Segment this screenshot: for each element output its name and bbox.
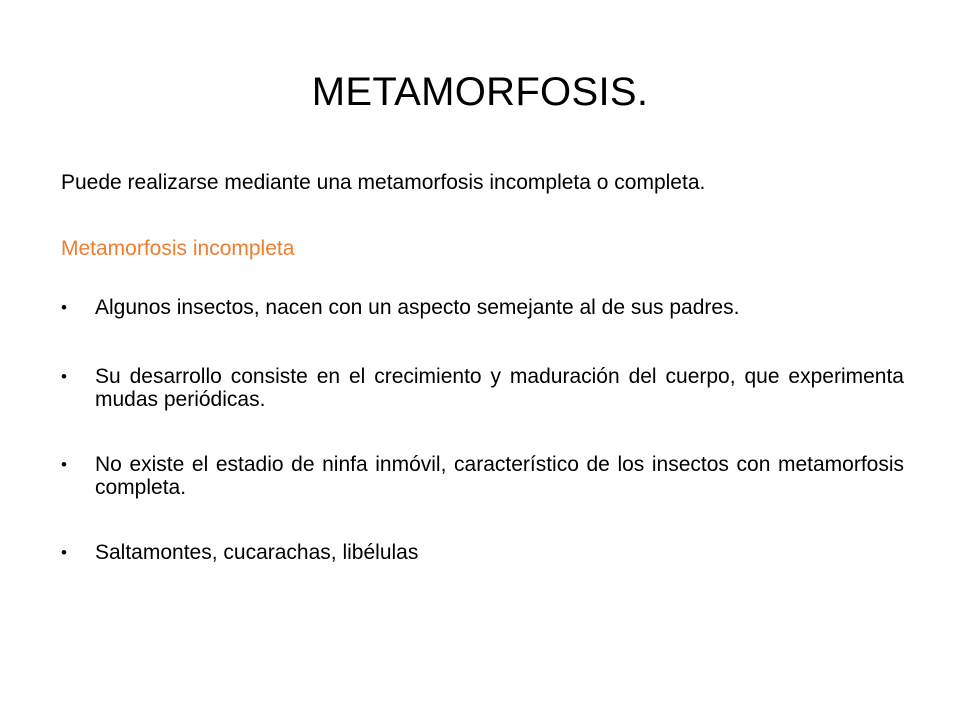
bullet-icon: • bbox=[61, 298, 67, 317]
bullet-item bbox=[61, 453, 904, 499]
bullet-item bbox=[61, 365, 904, 411]
intro-paragraph: Puede realizarse mediante una metamorfosis incompleta o completa. bbox=[61, 171, 706, 194]
bullet-icon: • bbox=[61, 367, 67, 386]
slide-title: METAMORFOSIS. bbox=[311, 70, 649, 114]
bullet-item bbox=[61, 296, 904, 319]
bullet-text: No existe el estadio de ninfa inmóvil, característico de los insectos con metamorfosis completa. bbox=[95, 453, 904, 499]
subheading: Metamorfosis incompleta bbox=[61, 237, 295, 260]
bullet-text: Su desarrollo consiste en el crecimiento y maduración del cuerpo, que experimenta mudas periódicas. bbox=[95, 365, 904, 411]
bullet-item bbox=[61, 541, 904, 564]
bullet-text: Algunos insectos, nacen con un aspecto semejante al de sus padres. bbox=[95, 296, 740, 319]
bullet-text: Saltamontes, cucarachas, libélulas bbox=[95, 541, 419, 564]
bullet-icon: • bbox=[61, 543, 67, 562]
bullet-icon: • bbox=[61, 455, 67, 474]
